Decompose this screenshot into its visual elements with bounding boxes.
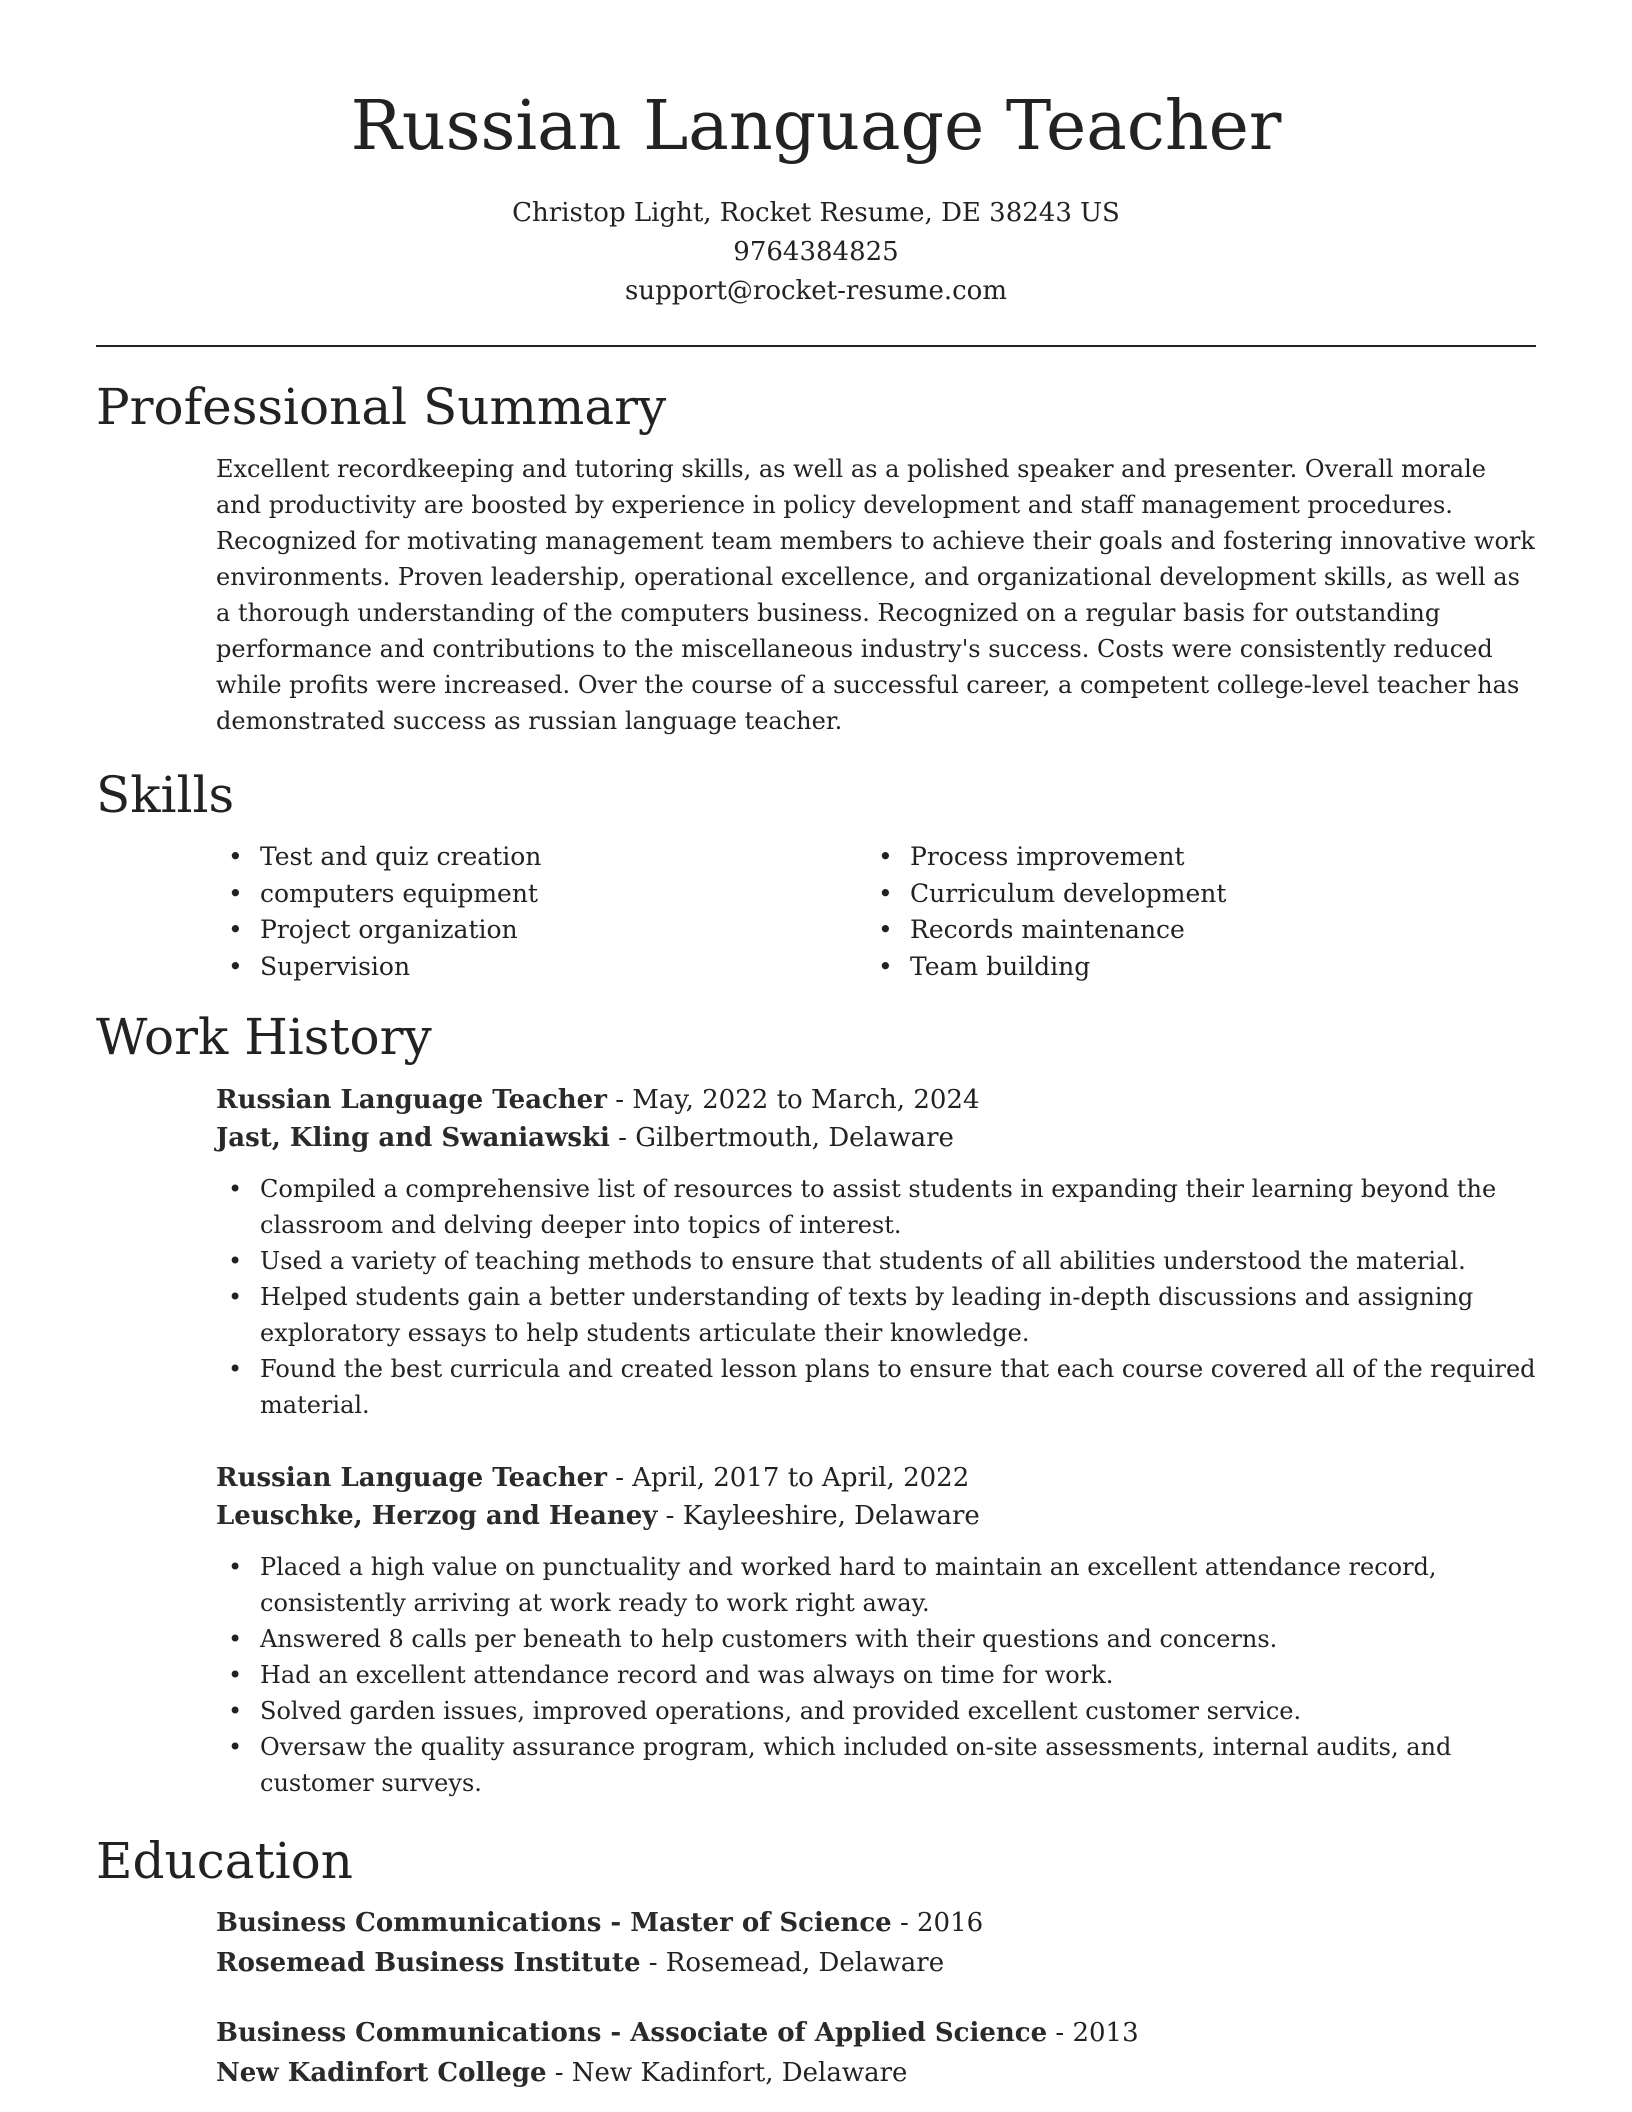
- job-bullets: [216, 1549, 1536, 1801]
- header-divider: [96, 345, 1536, 347]
- job-bullet: • Compiled a comprehensive list of resources to assist students in expanding their learning beyond the classroom and delving deeper into topics of interest.: [216, 1171, 1536, 1243]
- skill-item: • Project organization: [216, 912, 866, 949]
- job-company-line: [216, 1497, 1536, 1535]
- job-title-line: [216, 1081, 1536, 1119]
- skill-item: • Team building: [866, 949, 1516, 986]
- education-entry: [216, 1903, 1536, 1983]
- contact-email: support@rocket-resume.com: [624, 276, 1007, 306]
- job-bullet: • Placed a high value on punctuality and worked hard to maintain an excellent attendance record, consistently arriving at work ready to work right away.: [216, 1549, 1536, 1621]
- summary-heading: Professional Summary: [96, 378, 667, 436]
- education-year: - 2013: [1047, 2018, 1139, 2048]
- summary-text: Excellent recordkeeping and tutoring skills, as well as a polished speaker and presenter. Overall morale and productivity are boosted by experience in policy development and staff management procedures. Recognized for motivating management team members to achieve their goals and fostering innovative work environments. Proven leadership, operational excellence, and organizational development skills, as well as a thorough understanding of the computers business. Recognized on a regular basis for outstanding performance and contributions to the miscellaneous industry's success. Costs were consistently reduced while profits were increased. Over the course of a successful career, a competent college-level teacher has demonstrated success as russian language teacher.: [216, 455, 1535, 735]
- contact-address: Christop Light, Rocket Resume, DE 38243 US: [512, 198, 1120, 228]
- job-role: Russian Language Teacher: [216, 1463, 607, 1493]
- education-school-line: [216, 2053, 1536, 2093]
- job-bullet: • Answered 8 calls per beneath to help customers with their questions and concerns.: [216, 1621, 1536, 1657]
- education-degree-line: [216, 2013, 1536, 2053]
- job-dates: - April, 2017 to April, 2022: [606, 1463, 970, 1493]
- job-bullets: [216, 1171, 1536, 1423]
- education-heading: Education: [96, 1832, 353, 1890]
- contact-block: [96, 194, 1536, 311]
- education-school-line: [216, 1943, 1536, 1983]
- job-bullet: • Had an excellent attendance record and was always on time for work.: [216, 1657, 1536, 1693]
- job-dates: - May, 2022 to March, 2024: [606, 1085, 980, 1115]
- job-location: - Kayleeshire, Delaware: [657, 1501, 980, 1531]
- job-entry: [216, 1081, 1536, 1423]
- resume-title: Russian Language Teacher: [350, 87, 1282, 166]
- education-location: - Rosemead, Delaware: [640, 1948, 945, 1978]
- skill-item: • Records maintenance: [866, 912, 1516, 949]
- education-year: - 2016: [891, 1908, 984, 1938]
- education-entry: [216, 2013, 1536, 2093]
- skill-item: • Curriculum development: [866, 876, 1516, 913]
- education-degree: - Master of Science: [601, 1908, 892, 1938]
- contact-phone: 9764384825: [733, 237, 899, 267]
- job-company: Leuschke, Herzog and Heaney: [216, 1501, 658, 1531]
- skill-item: • Test and quiz creation: [216, 839, 866, 876]
- work-history-heading: Work History: [96, 1008, 432, 1066]
- education-degree: - Associate of Applied Science: [601, 2018, 1048, 2048]
- job-bullet: • Found the best curricula and created lesson plans to ensure that each course covered all of the required material.: [216, 1351, 1536, 1423]
- job-company: Jast, Kling and Swaniawski: [216, 1123, 610, 1153]
- job-bullet: • Oversaw the quality assurance program, which included on-site assessments, internal audits, and customer surveys.: [216, 1729, 1536, 1801]
- skills-list: [216, 839, 1536, 985]
- skill-item: • Process improvement: [866, 839, 1516, 876]
- job-company-line: [216, 1119, 1536, 1157]
- skills-column-left: [216, 839, 866, 985]
- skill-item: • Supervision: [216, 949, 866, 986]
- skills-column-right: [866, 839, 1516, 985]
- education-school: New Kadinfort College: [216, 2058, 547, 2088]
- skill-item: • computers equipment: [216, 876, 866, 913]
- skills-heading: Skills: [96, 766, 235, 824]
- education-degree-line: [216, 1903, 1536, 1943]
- education-field: Business Communications: [216, 2018, 602, 2048]
- job-bullet: • Helped students gain a better understanding of texts by leading in-depth discussions and assigning exploratory essays to help students articulate their knowledge.: [216, 1279, 1536, 1351]
- job-title-line: [216, 1459, 1536, 1497]
- resume-page: [96, 0, 1536, 2093]
- education-field: Business Communications: [216, 1908, 602, 1938]
- job-role: Russian Language Teacher: [216, 1085, 607, 1115]
- education-school: Rosemead Business Institute: [216, 1948, 641, 1978]
- job-bullet: • Solved garden issues, improved operations, and provided excellent customer service.: [216, 1693, 1536, 1729]
- education-location: - New Kadinfort, Delaware: [546, 2058, 908, 2088]
- job-location: - Gilbertmouth, Delaware: [609, 1123, 954, 1153]
- job-bullet: • Used a variety of teaching methods to ensure that students of all abilities understood the material.: [216, 1243, 1536, 1279]
- job-entry: [216, 1459, 1536, 1801]
